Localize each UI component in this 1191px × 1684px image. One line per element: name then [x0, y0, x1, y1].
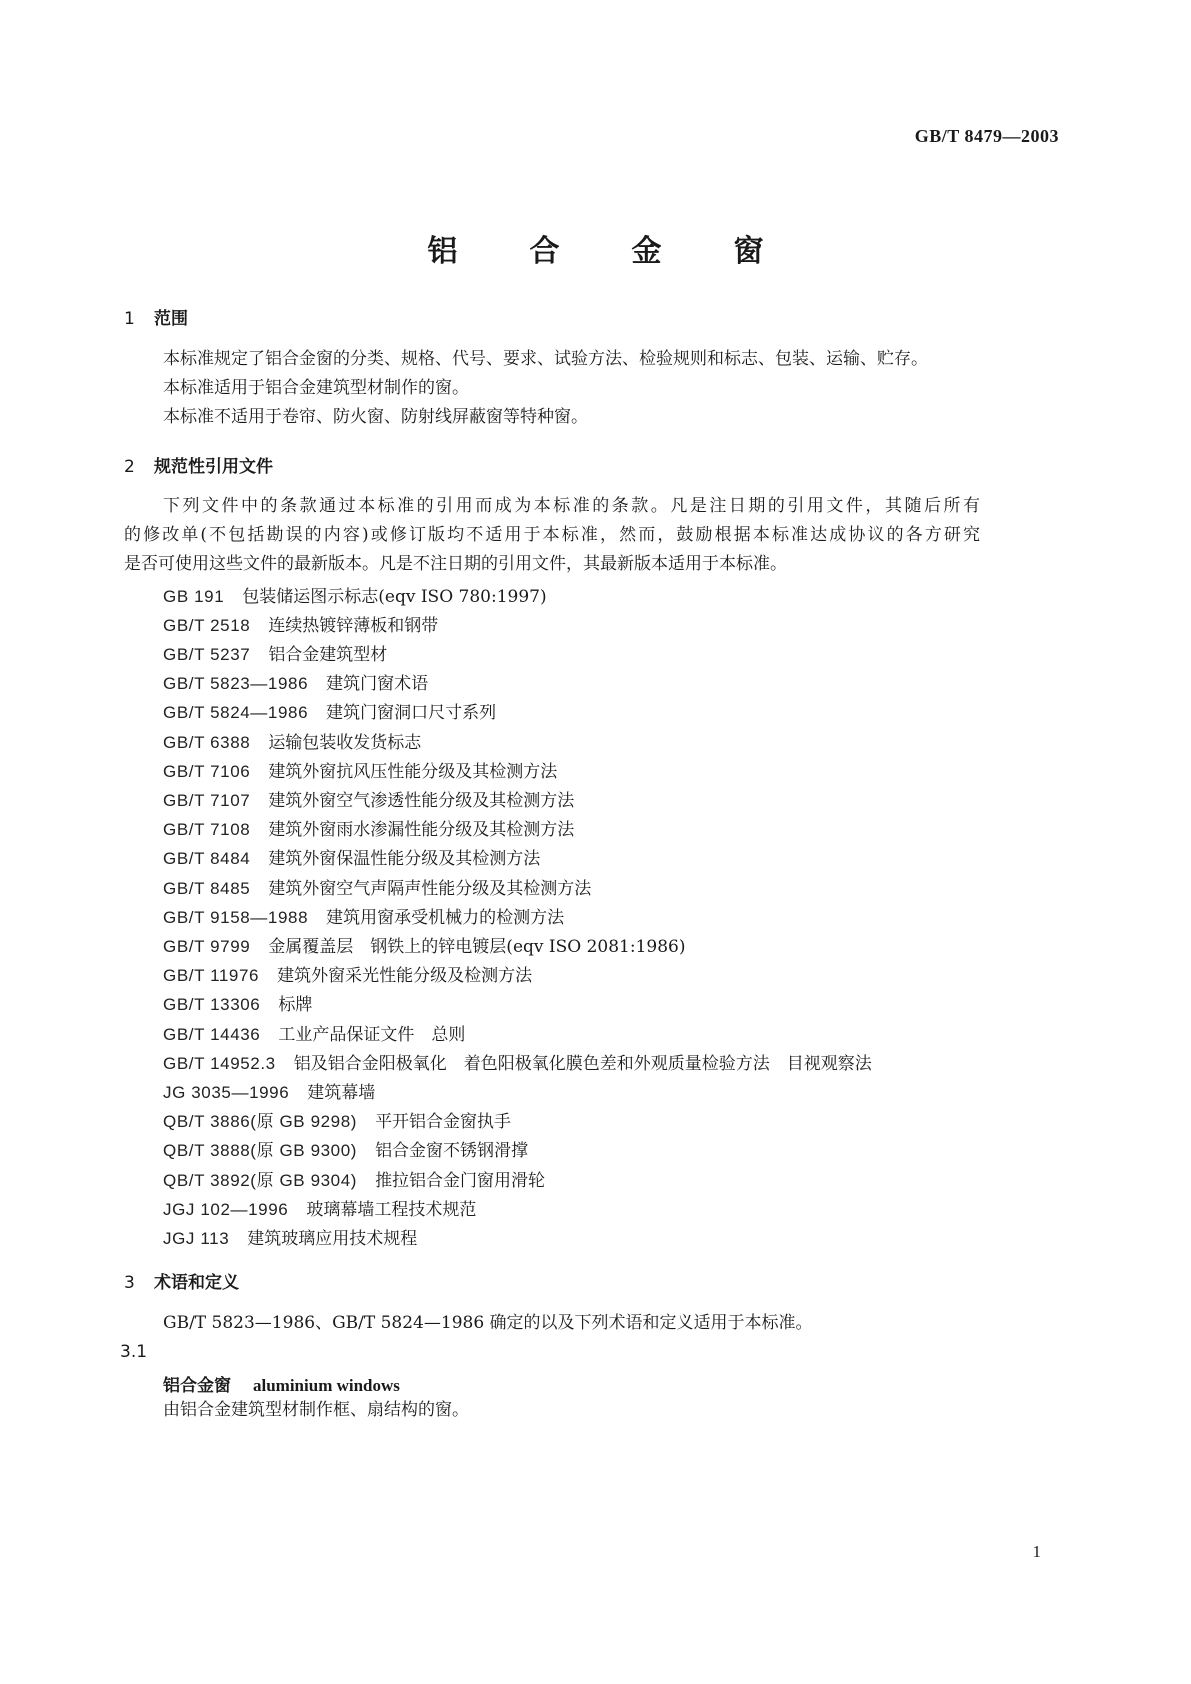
term-chinese: 铝合金窗	[163, 1376, 231, 1396]
section-1-title: 范围	[154, 309, 188, 329]
reference-title: 平开铝合金窗执手	[375, 1112, 512, 1132]
reference-title: 连续热镀锌薄板和钢带	[268, 616, 439, 636]
term-english: aluminium windows	[253, 1376, 400, 1395]
reference-title: 建筑外窗采光性能分级及检测方法	[277, 966, 533, 986]
reference-item	[163, 1195, 476, 1220]
reference-code: GB/T 13306	[163, 995, 261, 1014]
section-1-number: 1	[124, 309, 135, 329]
reference-item	[163, 640, 387, 665]
reference-item	[163, 669, 428, 694]
reference-code: GB/T 7106	[163, 762, 251, 781]
reference-item	[163, 1107, 511, 1132]
section-1-paragraph: 本标准适用于铝合金建筑型材制作的窗。	[163, 378, 469, 398]
reference-item	[163, 1078, 375, 1103]
reference-title: 建筑外窗保温性能分级及其检测方法	[268, 849, 541, 869]
reference-title: 建筑幕墙	[307, 1083, 376, 1103]
section-2-heading	[124, 452, 273, 477]
reference-code: GB/T 9799	[163, 937, 251, 956]
reference-title: 建筑用窗承受机械力的检测方法	[326, 908, 565, 928]
reference-item	[163, 1136, 528, 1161]
reference-code: QB/T 3886(原 GB 9298)	[163, 1112, 358, 1131]
section-2-number: 2	[124, 457, 135, 477]
reference-code: GB/T 9158—1988	[163, 908, 309, 927]
reference-title: 铝合金建筑型材	[268, 645, 388, 665]
section-1-paragraph: 本标准规定了铝合金窗的分类、规格、代号、要求、试验方法、检验规则和标志、包装、运输、贮存。	[163, 349, 928, 369]
section-1-paragraph: 本标准不适用于卷帘、防火窗、防射线屏蔽窗等特种窗。	[163, 407, 588, 427]
subsection-3-1-number: 3.1	[120, 1342, 148, 1362]
reference-title: 铝合金窗不锈钢滑撑	[375, 1141, 529, 1161]
term-heading	[163, 1371, 400, 1396]
reference-title: 金属覆盖层 钢铁上的锌电镀层(eqv ISO 2081:1986)	[268, 937, 686, 957]
reference-code: GB/T 8484	[163, 849, 251, 868]
reference-code: GB/T 2518	[163, 616, 251, 635]
reference-code: GB/T 8485	[163, 879, 251, 898]
section-2-intro-line: 下列文件中的条款通过本标准的引用而成为本标准的条款。凡是注日期的引用文件，其随后所有	[163, 496, 980, 516]
reference-code: GB/T 5237	[163, 645, 251, 664]
reference-item	[163, 903, 564, 928]
reference-code: QB/T 3892(原 GB 9304)	[163, 1171, 358, 1190]
reference-title: 建筑门窗术语	[326, 674, 429, 694]
reference-code: JGJ 102—1996	[163, 1200, 289, 1219]
reference-item	[163, 611, 438, 636]
section-2-intro-line: 是否可使用这些文件的最新版本。凡是不注日期的引用文件，其最新版本适用于本标准。	[124, 554, 787, 574]
reference-code: GB/T 6388	[163, 733, 251, 752]
reference-item	[163, 786, 574, 811]
reference-title: 建筑玻璃应用技术规程	[247, 1229, 418, 1249]
reference-code: JG 3035—1996	[163, 1083, 290, 1102]
reference-item	[163, 582, 547, 607]
reference-code: GB/T 5823—1986	[163, 674, 309, 693]
reference-title: 运输包装收发货标志	[268, 733, 422, 753]
reference-title: 建筑外窗雨水渗漏性能分级及其检测方法	[268, 820, 575, 840]
reference-code: QB/T 3888(原 GB 9300)	[163, 1141, 358, 1160]
reference-title: 建筑外窗抗风压性能分级及其检测方法	[268, 762, 558, 782]
reference-item	[163, 932, 685, 957]
reference-title: 标牌	[278, 995, 313, 1015]
reference-item	[163, 1049, 872, 1074]
reference-code: GB/T 14952.3	[163, 1054, 276, 1073]
reference-title: 工业产品保证文件 总则	[278, 1025, 466, 1045]
reference-title: 建筑外窗空气声隔声性能分级及其检测方法	[268, 879, 592, 899]
section-3-title: 术语和定义	[154, 1273, 239, 1293]
reference-item	[163, 1020, 465, 1045]
reference-code: GB/T 14436	[163, 1025, 261, 1044]
section-1-heading	[124, 304, 188, 329]
reference-item	[163, 1224, 417, 1249]
reference-item	[163, 844, 540, 869]
reference-title: 建筑外窗空气渗透性能分级及其检测方法	[268, 791, 575, 811]
reference-item	[163, 815, 574, 840]
reference-code: GB/T 5824—1986	[163, 703, 309, 722]
reference-item	[163, 990, 312, 1015]
reference-title: 推拉铝合金门窗用滑轮	[375, 1171, 546, 1191]
document-title: 铝合金窗	[427, 234, 836, 269]
page-number: 1	[1032, 1542, 1041, 1561]
reference-code: GB/T 7108	[163, 820, 251, 839]
reference-title: 铝及铝合金阳极氧化 着色阳极氧化膜色差和外观质量检验方法 目视观察法	[293, 1054, 872, 1074]
reference-title: 玻璃幕墙工程技术规范	[306, 1200, 477, 1220]
reference-item	[163, 728, 421, 753]
section-2-intro-line: 的修改单(不包括勘误的内容)或修订版均不适用于本标准，然而，鼓励根据本标准达成协议的各方研究	[124, 525, 980, 545]
reference-item	[163, 874, 591, 899]
reference-code: GB 191	[163, 587, 225, 606]
reference-title: 建筑门窗洞口尺寸系列	[326, 703, 497, 723]
section-3-intro: GB/T 5823—1986、GB/T 5824—1986 确定的以及下列术语和定义适用于本标准。	[163, 1313, 813, 1333]
reference-item	[163, 1166, 545, 1191]
section-3-number: 3	[124, 1273, 135, 1293]
reference-code: JGJ 113	[163, 1229, 230, 1248]
reference-item	[163, 961, 532, 986]
reference-title: 包装储运图示标志(eqv ISO 780:1997)	[242, 587, 547, 607]
reference-code: GB/T 7107	[163, 791, 251, 810]
reference-code: GB/T 11976	[163, 966, 260, 985]
reference-item	[163, 757, 557, 782]
term-definition: 由铝合金建筑型材制作框、扇结构的窗。	[163, 1400, 469, 1420]
section-3-heading	[124, 1268, 239, 1293]
reference-item	[163, 698, 496, 723]
section-2-title: 规范性引用文件	[154, 457, 273, 477]
standard-code: GB/T 8479—2003	[914, 126, 1059, 146]
